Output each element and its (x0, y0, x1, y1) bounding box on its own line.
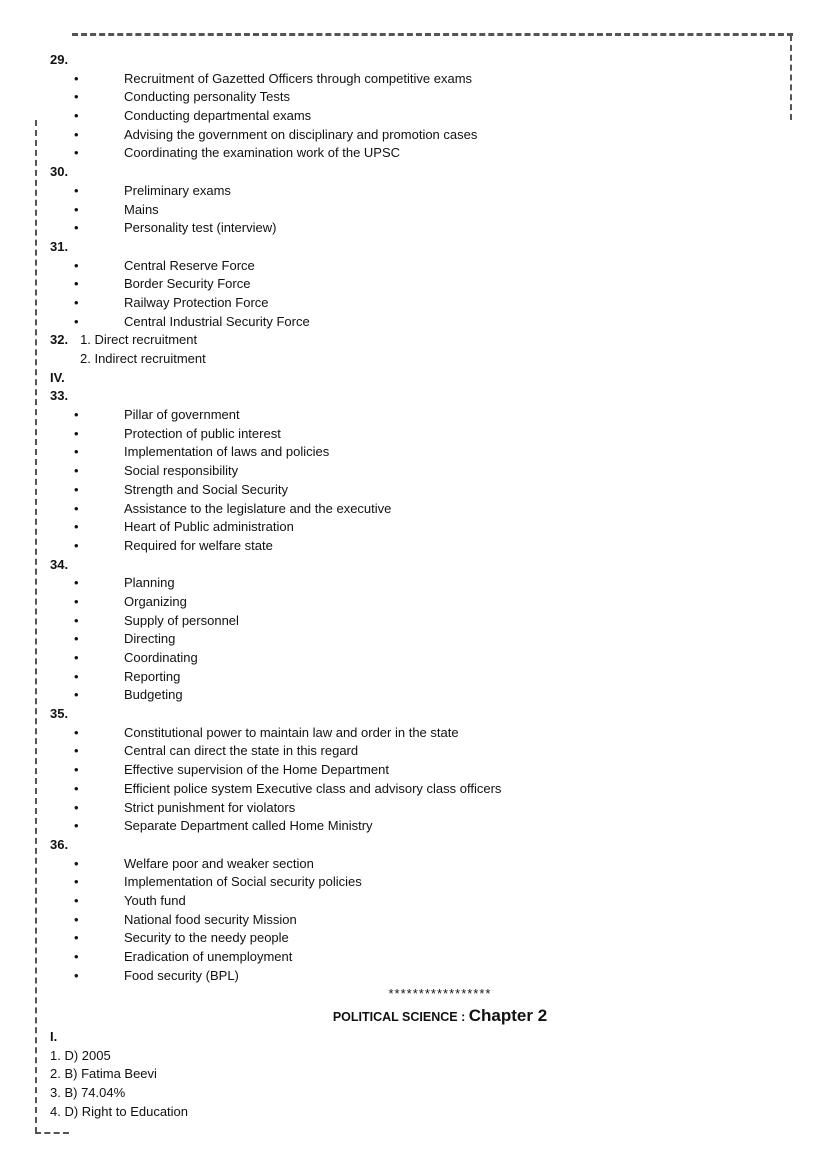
question-number-text: 29. (50, 52, 69, 67)
bullet-item (50, 144, 750, 163)
bullet-item-text: Planning (124, 575, 175, 591)
bullet-item-text: National food security Mission (124, 911, 297, 927)
bullet-item (50, 742, 750, 761)
bullet-dot: • (74, 650, 79, 665)
bullet-dot: • (74, 294, 79, 310)
bullet-dot: • (74, 407, 79, 423)
bullet-dot: • (74, 724, 79, 740)
bullet-item (50, 406, 750, 425)
chapter-title: Chapter 2 (468, 1006, 548, 1026)
bullet-dot: • (74, 500, 79, 516)
bullet-item (50, 481, 750, 500)
bullet-item (50, 612, 750, 631)
bullet-item (50, 630, 750, 649)
bullet-item-text: Supply of personnel (124, 612, 239, 628)
question-number (50, 556, 750, 575)
question-number (50, 836, 750, 855)
bullet-item (50, 182, 750, 201)
answer-text: 1. D) 2005 (50, 1047, 111, 1063)
bullet-dot: • (74, 799, 79, 815)
bullet-dot: • (74, 967, 79, 983)
bullet-item (50, 593, 750, 612)
bullet-item (50, 70, 750, 89)
bullet-dot: • (74, 911, 79, 927)
bullet-item-text: Railway Protection Force (124, 294, 269, 310)
bullet-item (50, 799, 750, 818)
bullet-item (50, 275, 750, 294)
bullet-dot: • (74, 780, 79, 796)
bullet-item-text: Strength and Social Security (124, 481, 289, 497)
page-border-top (72, 33, 793, 36)
bullet-item (50, 967, 750, 986)
bullet-item-text: Directing (124, 631, 176, 647)
question-number (50, 163, 750, 182)
bullet-item (50, 201, 750, 220)
bullet-item-text: Organizing (124, 593, 187, 609)
bullet-dot: • (74, 631, 79, 647)
question-number-text: 36. (50, 836, 69, 852)
bullet-item (50, 518, 750, 537)
bullet-item-text: Mains (124, 201, 159, 217)
bullet-item-text: Budgeting (124, 687, 183, 703)
bullet-item (50, 88, 750, 107)
bullet-dot: • (74, 444, 79, 460)
bullet-dot: • (74, 70, 79, 86)
section-separator (50, 985, 750, 1004)
bullet-item (50, 724, 750, 743)
question-number (50, 705, 750, 724)
bullet-item-text: Required for welfare state (124, 537, 273, 553)
bullet-item (50, 500, 750, 519)
bullet-dot: • (74, 519, 79, 535)
bullet-dot: • (74, 182, 79, 198)
question-number (50, 238, 750, 257)
bullet-item-text: Coordinating the examination work of the UPSC (124, 145, 401, 161)
answer-line (50, 1103, 750, 1122)
bullet-item (50, 574, 750, 593)
bullet-item-text: Youth fund (124, 892, 186, 908)
bullet-dot: • (74, 855, 79, 871)
bullet-item-text: Efficient police system Executive class and advisory class officers (124, 780, 502, 796)
bullet-item-text: Conducting personality Tests (124, 89, 290, 105)
bullet-item (50, 257, 750, 276)
bullet-dot: • (74, 762, 79, 778)
numbered-item-text: 2. Indirect recruitment (80, 351, 206, 366)
bullet-dot: • (74, 145, 79, 161)
bullet-item-text: Pillar of government (124, 407, 240, 423)
bullet-item (50, 761, 750, 780)
answer-key-content (50, 51, 750, 1122)
bullet-item-text: Strict punishment for violators (124, 799, 296, 815)
bullet-dot: • (74, 612, 79, 628)
bullet-item-text: Central Industrial Security Force (124, 313, 310, 329)
question-32 (50, 331, 750, 350)
bullet-item-text: Constitutional power to maintain law and order in the state (124, 724, 459, 740)
bullet-dot: • (74, 593, 79, 609)
page-border-bottom (35, 1132, 69, 1134)
bullet-item-text: Protection of public interest (124, 425, 281, 441)
bullet-item-text: Heart of Public administration (124, 519, 294, 535)
answer-line (50, 1047, 750, 1066)
bullet-item (50, 911, 750, 930)
bullet-dot: • (74, 108, 79, 124)
bullet-dot: • (74, 425, 79, 441)
bullet-item-text: Welfare poor and weaker section (124, 855, 314, 871)
bullet-dot: • (74, 201, 79, 217)
bullet-dot: • (74, 874, 79, 890)
bullet-item-text: Central Reserve Force (124, 257, 255, 273)
bullet-item-text: Effective supervision of the Home Department (124, 762, 389, 778)
bullet-item (50, 780, 750, 799)
answer-text: 2. B) Fatima Beevi (50, 1066, 157, 1082)
bullet-dot: • (74, 930, 79, 946)
bullet-item-text: Coordinating (124, 650, 198, 665)
chapter-subject: POLITICAL SCIENCE : (332, 1010, 469, 1025)
bullet-dot: • (74, 668, 79, 684)
question-32-item-2 (50, 350, 750, 369)
bullet-dot: • (74, 575, 79, 591)
question-number-text: 34. (50, 556, 69, 572)
bullet-item (50, 462, 750, 481)
bullet-dot: • (74, 818, 79, 834)
answer-line (50, 1084, 750, 1103)
bullet-dot: • (74, 220, 79, 236)
bullet-item (50, 219, 750, 238)
bullet-item (50, 443, 750, 462)
bullet-dot: • (74, 892, 79, 908)
bullet-item (50, 855, 750, 874)
bullet-dot: • (74, 313, 79, 329)
bullet-item (50, 668, 750, 687)
bullet-item-text: Eradication of unemployment (124, 949, 293, 964)
bullet-item (50, 425, 750, 444)
bullet-item-text: Separate Department called Home Ministry (124, 818, 373, 834)
question-number-text: 33. (50, 388, 69, 404)
bullet-item-text: Advising the government on disciplinary and promotion cases (124, 126, 478, 142)
bullet-dot: • (74, 687, 79, 703)
bullet-item-text: Security to the needy people (124, 930, 289, 946)
question-number (50, 51, 750, 70)
bullet-dot: • (74, 537, 79, 553)
bullet-item (50, 873, 750, 892)
part-heading (50, 1028, 750, 1047)
bullet-item (50, 929, 750, 948)
bullet-dot: • (74, 257, 79, 273)
bullet-item-text: Assistance to the legislature and the executive (124, 500, 392, 516)
bullet-item-text: Recruitment of Gazetted Officers through competitive exams (124, 70, 473, 86)
bullet-dot: • (74, 126, 79, 142)
bullet-item-text: Food security (BPL) (124, 967, 239, 983)
question-number-text: 35. (50, 706, 69, 722)
bullet-dot: • (74, 743, 79, 759)
numbered-item-text: 1. Direct recruitment (80, 332, 198, 348)
bullet-item (50, 649, 750, 668)
bullet-dot: • (74, 89, 79, 105)
bullet-dot: • (74, 276, 79, 292)
bullet-item-text: Social responsibility (124, 463, 239, 479)
question-number-text: 31. (50, 238, 69, 254)
bullet-item (50, 126, 750, 145)
answer-text: 4. D) Right to Education (50, 1103, 189, 1119)
question-number-text: 30. (50, 164, 69, 180)
page-border-right (790, 35, 792, 120)
answer-line (50, 1065, 750, 1084)
bullet-item (50, 537, 750, 556)
bullet-item-text: Border Security Force (124, 276, 251, 292)
bullet-dot: • (74, 463, 79, 479)
bullet-item (50, 294, 750, 313)
bullet-item (50, 892, 750, 911)
bullet-item-text: Central can direct the state in this regard (124, 743, 359, 759)
bullet-item-text: Personality test (interview) (124, 220, 277, 236)
part-heading-text: IV. (50, 369, 65, 385)
bullet-dot: • (74, 481, 79, 497)
bullet-item (50, 817, 750, 836)
bullet-item-text: Reporting (124, 668, 181, 684)
part-heading (50, 369, 750, 388)
question-number-text: 32. (50, 332, 69, 348)
chapter-heading (50, 1004, 750, 1028)
answer-text: 3. B) 74.04% (50, 1085, 126, 1101)
bullet-item (50, 313, 750, 332)
page-border-left (35, 120, 37, 1133)
bullet-item (50, 686, 750, 705)
part-heading-text: I. (50, 1029, 58, 1045)
question-number (50, 387, 750, 406)
bullet-item-text: Conducting departmental exams (124, 108, 312, 124)
bullet-dot: • (74, 949, 79, 964)
bullet-item (50, 948, 750, 967)
separator-text: ***************** (388, 986, 492, 1002)
bullet-item-text: Implementation of laws and policies (124, 444, 330, 460)
bullet-item-text: Preliminary exams (124, 182, 231, 198)
bullet-item (50, 107, 750, 126)
bullet-item-text: Implementation of Social security policies (124, 874, 362, 890)
